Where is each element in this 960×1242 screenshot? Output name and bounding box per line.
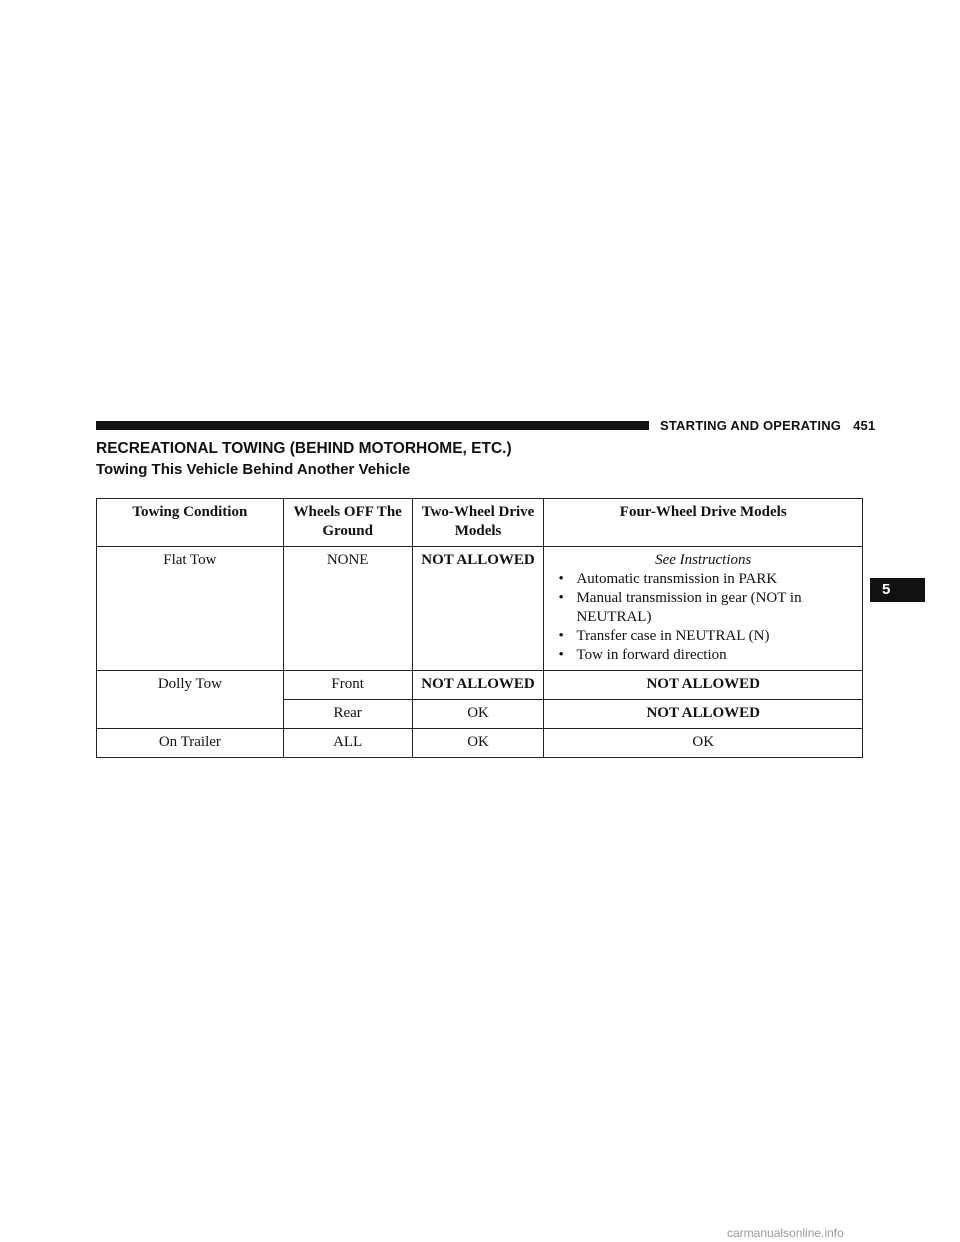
header-two-wheel [412,499,544,547]
cell-condition: Dolly Tow [97,671,284,729]
page-title: RECREATIONAL TOWING (BEHIND MOTORHOME, ETC.) [96,440,512,457]
cell-four-wheel [544,547,863,671]
cell-wheels: NONE [283,547,412,671]
table-row [97,671,863,700]
cell-four-wheel: OK [544,729,863,758]
header-towing-condition: Towing Condition [97,499,284,547]
cell-condition: On Trailer [97,729,284,758]
cell-wheels: Front [283,671,412,700]
footer-watermark: carmanualsonline.info [727,1226,844,1240]
table-header-row [97,499,863,547]
cell-two-wheel: OK [412,700,544,729]
page-subtitle: Towing This Vehicle Behind Another Vehicle [96,461,411,478]
section-name: STARTING AND OPERATING [660,418,842,433]
instructions-list [550,570,856,665]
cell-wheels: ALL [283,729,412,758]
chapter-tab: 5 [870,578,925,602]
header-wheels-off-label: Wheels OFF The Ground [293,504,402,539]
header-wheels-off [283,499,412,547]
header-four-wheel: Four-Wheel Drive Models [544,499,863,547]
running-head [660,418,875,433]
list-item: • Manual transmission in gear (NOT in NEUTRAL) [558,589,856,627]
cell-two-wheel: NOT ALLOWED [412,547,544,671]
page-number: 451 [853,418,876,433]
list-item: • Automatic transmission in PARK [558,570,856,589]
list-item: • Tow in forward direction [558,646,856,665]
cell-wheels: Rear [283,700,412,729]
header-rule [96,421,649,430]
cell-condition: Flat Tow [97,547,284,671]
header-two-wheel-label: Two-Wheel Drive Models [421,504,535,539]
towing-table [96,498,863,758]
cell-four-wheel: NOT ALLOWED [544,671,863,700]
cell-two-wheel: NOT ALLOWED [412,671,544,700]
cell-four-wheel: NOT ALLOWED [544,700,863,729]
list-item: • Transfer case in NEUTRAL (N) [558,627,856,646]
cell-two-wheel: OK [412,729,544,758]
table-row [97,729,863,758]
table-row [97,547,863,671]
instructions-heading: See Instructions [655,552,752,568]
